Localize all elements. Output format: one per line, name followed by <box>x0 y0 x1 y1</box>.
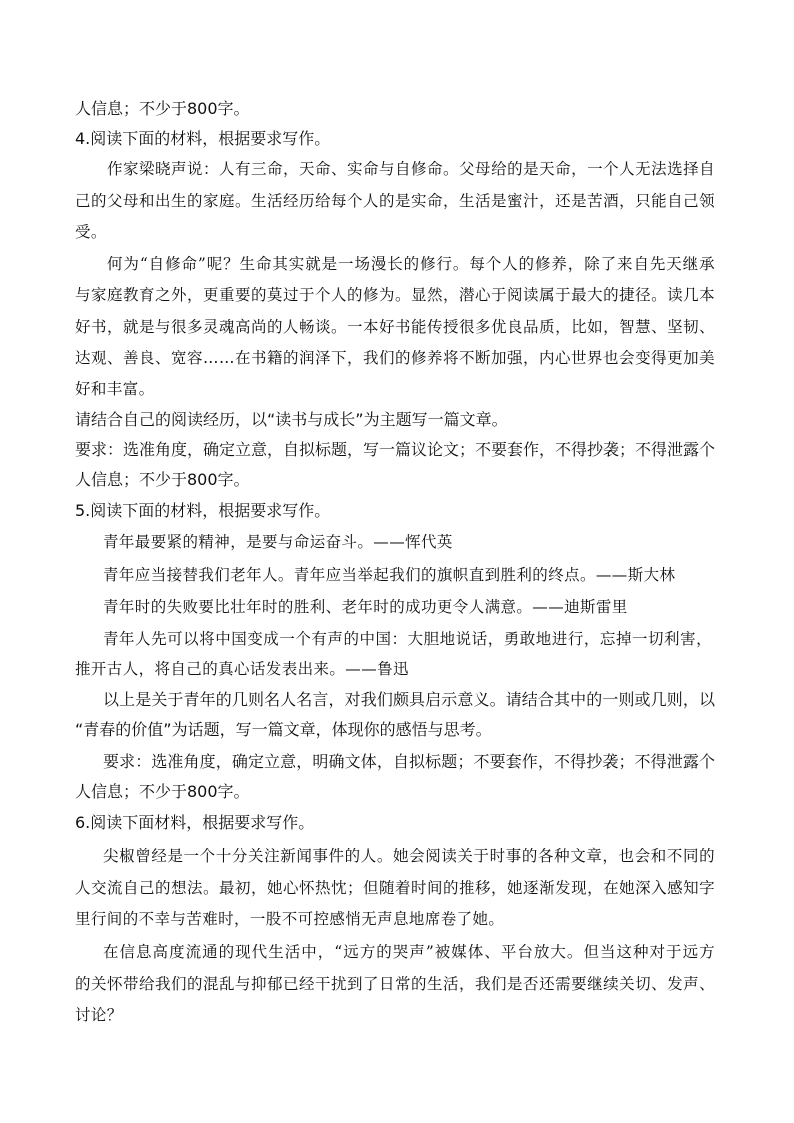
quote-line: 青年时的失败要比壮年时的胜利、老年时的成功更令人满意。——迪斯雷里 <box>103 598 628 616</box>
text-line: 人交流自己的想法。最初，她心怀热忱；但随着时间的推移，她逐渐发现，在她深入感知字 <box>75 879 715 897</box>
text-line: 人信息；不少于800字。 <box>75 470 250 489</box>
question-heading: 4.阅读下面的材料，根据要求写作。 <box>75 129 331 148</box>
quote-line: 青年人先可以将中国变成一个有声的中国：大胆地说话，勇敢地进行，忘掉一切利害， <box>103 630 712 648</box>
quote-line: 推开古人，将自己的真心话发表出来。——鲁迅 <box>75 660 409 678</box>
quote-line: 青年最要紧的精神，是要与命运奋斗。——恽代英 <box>103 533 453 551</box>
requirement-line: 要求：选准角度，确定立意，自拟标题，写一篇议论文；不要套作，不得抄袭；不得泄露个 <box>75 440 716 459</box>
text-line: 请结合自己的阅读经历，以“读书与成长”为主题写一篇文章。 <box>75 410 508 429</box>
text-line: 作家梁晓声说：人有三命，天命、实命与自修命。父母给的是天命，一个人无法选择自 <box>107 160 715 178</box>
text-line: 以上是关于青年的几则名人名言，对我们颇具启示意义。请结合其中的一则或几则，以 <box>103 690 715 709</box>
text-line: 己的父母和出生的家庭。生活经历给每个人的是实命，生活是蜜汁，还是苦酒，只能自己领 <box>75 192 715 210</box>
question-heading: 5.阅读下面的材料，根据要求写作。 <box>75 501 331 520</box>
text-line: “青春的价值”为话题，写一篇文章，体现你的感悟与思考。 <box>75 720 492 739</box>
text-line: 的关怀带给我们的混乱与抑郁已经干扰到了日常的生活，我们是否还需要继续关切、发声、 <box>75 975 715 993</box>
text-line: 人信息；不少于800字。 <box>75 782 250 801</box>
requirement-line: 要求：选准角度，确定立意，明确文体，自拟标题；不要套作，不得抄袭；不得泄露个 <box>103 752 715 771</box>
question-heading: 6.阅读下面材料，根据要求写作。 <box>75 813 315 832</box>
quote-line: 青年应当接替我们老年人。青年应当举起我们的旗帜直到胜利的终点。——斯大林 <box>103 566 676 584</box>
text-line: 达观、善良、宽容……在书籍的润泽下，我们的修养将不断加强，内心世界也会变得更加美 <box>75 349 715 367</box>
text-line: 好和丰富。 <box>75 380 155 398</box>
text-line: 在信息高度流通的现代生活中，“远方的哭声”被媒体、平台放大。但当这种对于远方 <box>103 943 715 961</box>
text-line: 与家庭教育之外，更重要的莫过于个人的修为。显然，潜心于阅读属于最大的捷径。读几本 <box>75 286 715 304</box>
text-line: 讨论？ <box>75 1006 123 1024</box>
text-line: 受。 <box>75 223 107 241</box>
text-line: 好书，就是与很多灵魂高尚的人畅谈。一本好书能传授很多优良品质，比如，智慧、坚韧、 <box>75 318 715 336</box>
text-line: 人信息；不少于800字。 <box>75 99 250 118</box>
text-line: 尖椒曾经是一个十分关注新闻事件的人。她会阅读关于时事的各种文章，也会和不同的 <box>103 847 715 865</box>
text-line: 何为“自修命”呢？生命其实就是一场漫长的修行。每个人的修养，除了来自先天继承 <box>107 255 715 273</box>
text-line: 里行间的不幸与苦难时，一股不可控感悄无声息地席卷了她。 <box>75 910 505 928</box>
